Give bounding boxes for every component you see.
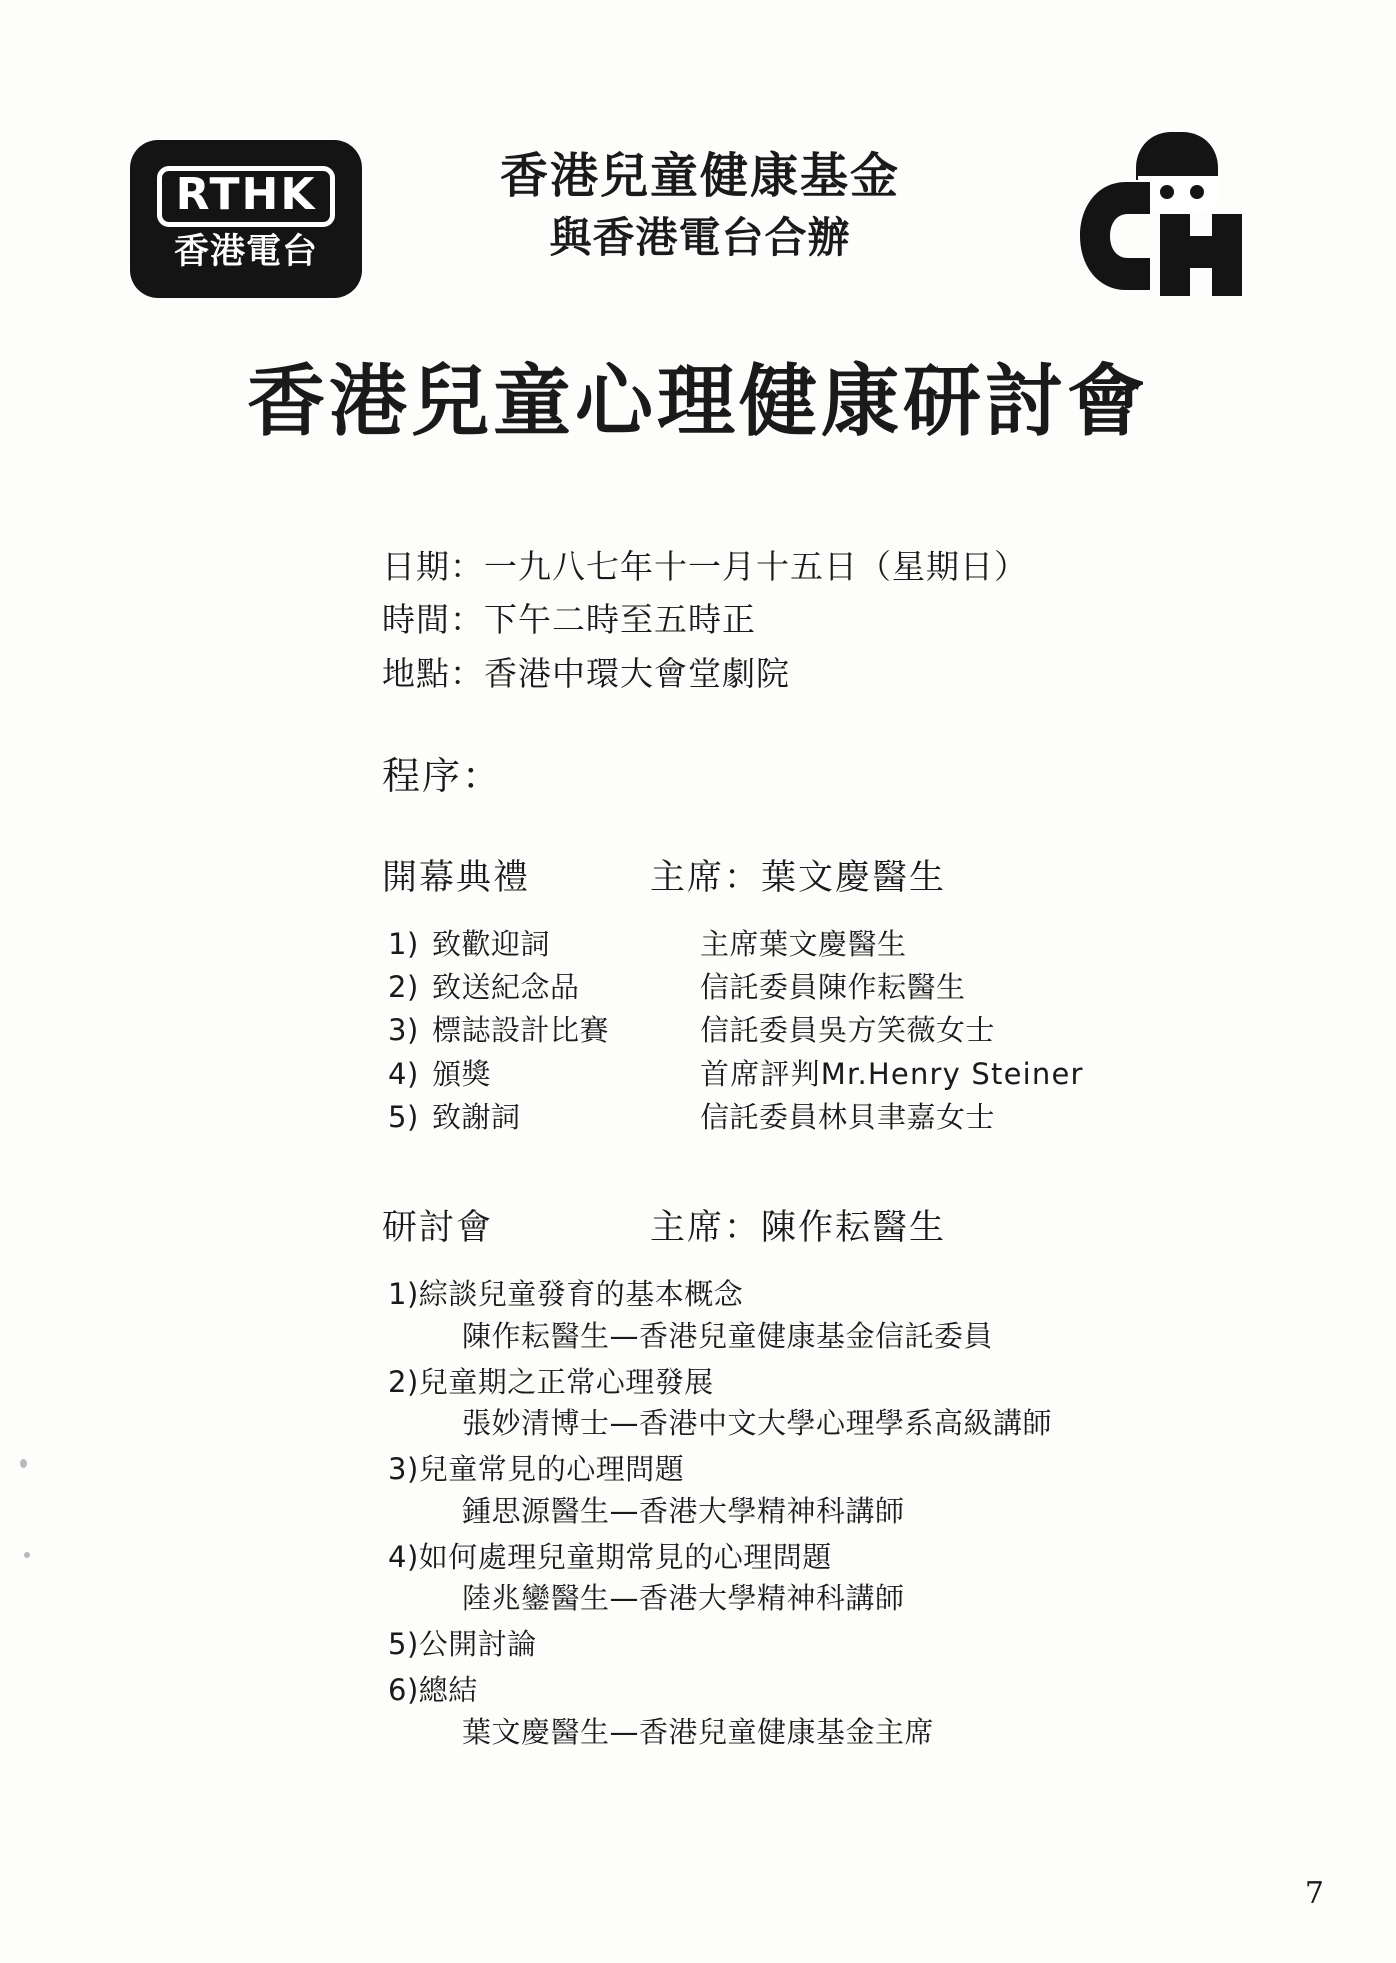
item-speaker: 鍾思源醫生—香港大學精神科講師 <box>462 1493 905 1528</box>
programme-item <box>382 1362 1242 1446</box>
event-time: 時間：下午二時至五時正 <box>382 600 756 640</box>
organiser-coorganiser: 與香港電台合辦 <box>549 212 851 262</box>
event-details <box>382 540 1028 700</box>
ch-child-logo-icon <box>1064 118 1264 318</box>
item-text: 公開討論 <box>418 1627 537 1661</box>
item-index: 5) <box>388 1627 419 1661</box>
item-index: 2) <box>388 970 419 1005</box>
organiser-lines <box>420 148 980 264</box>
item-topic <box>382 1624 1242 1666</box>
document-header <box>0 118 1396 318</box>
section-header <box>382 1200 1242 1250</box>
item-index: 4) <box>388 1056 419 1091</box>
section-seminar <box>382 1200 1242 1757</box>
page-title: 香港兒童心理健康研討會 <box>246 357 1149 447</box>
programme-item <box>382 967 1242 1008</box>
section-title: 研討會 <box>382 1208 494 1248</box>
event-venue: 地點：香港中環大會堂劇院 <box>382 653 790 693</box>
item-text: 致送紀念品 <box>432 970 580 1005</box>
rthk-wordmark: RTHK <box>157 166 336 227</box>
item-index: 3) <box>388 1452 419 1486</box>
item-person: 信託委員吳方笑薇女士 <box>700 1013 996 1048</box>
programme-item <box>382 1624 1242 1666</box>
item-person: 信託委員陳作耘醫生 <box>700 970 966 1005</box>
programme-item <box>382 1537 1242 1621</box>
item-index: 2) <box>388 1364 419 1399</box>
item-index: 6) <box>388 1672 419 1707</box>
item-topic <box>382 1449 1242 1491</box>
programme-item <box>382 1054 1242 1095</box>
programme-item <box>382 1670 1242 1754</box>
programme-heading: 程序： <box>382 754 503 798</box>
item-index: 3) <box>388 1013 419 1048</box>
item-index: 1) <box>388 927 419 961</box>
item-person: 首席評判Mr.Henry Steiner <box>700 1056 1084 1091</box>
programme-item <box>382 1449 1242 1533</box>
item-person: 信託委員林貝聿嘉女士 <box>700 1099 996 1134</box>
section-chair: 主席：陳作耘醫生 <box>650 1208 947 1248</box>
page-number: 7 <box>1304 1876 1324 1911</box>
item-speaker: 陸兆鑾醫生—香港大學精神科講師 <box>462 1581 905 1616</box>
item-speaker: 張妙清博士—香港中文大學心理學系高級講師 <box>462 1406 1053 1441</box>
item-topic <box>382 1362 1242 1404</box>
item-text: 標誌設計比賽 <box>432 1013 610 1048</box>
item-text: 致謝詞 <box>432 1099 521 1134</box>
programme-item <box>382 1010 1242 1051</box>
item-text: 如何處理兒童期常見的心理問題 <box>418 1539 832 1574</box>
item-text: 兒童常見的心理問題 <box>418 1452 685 1486</box>
section-opening-ceremony <box>382 850 1242 1140</box>
rthk-chinese-name: 香港電台 <box>173 232 318 273</box>
item-speaker: 葉文慶醫生—香港兒童健康基金主席 <box>462 1714 935 1749</box>
rthk-logo <box>130 140 362 298</box>
item-person: 主席葉文慶醫生 <box>700 927 907 961</box>
item-speaker: 陳作耘醫生—香港兒童健康基金信託委員 <box>462 1318 994 1353</box>
section-title: 開幕典禮 <box>382 858 531 898</box>
item-text: 兒童期之正常心理發展 <box>418 1364 714 1399</box>
scan-speck <box>24 1552 30 1558</box>
item-text: 頒獎 <box>432 1056 492 1091</box>
section-header <box>382 850 1242 900</box>
item-topic <box>382 1274 1242 1316</box>
section-chair: 主席：葉文慶醫生 <box>650 858 947 898</box>
programme-item <box>382 1274 1242 1358</box>
item-topic <box>382 1670 1242 1712</box>
item-text: 致歡迎詞 <box>432 927 551 961</box>
scan-speck <box>20 1459 27 1468</box>
item-text: 綜談兒童發育的基本概念 <box>418 1277 744 1311</box>
organiser-foundation: 香港兒童健康基金 <box>499 148 900 204</box>
programme-item <box>382 924 1242 965</box>
item-text: 總結 <box>418 1672 478 1707</box>
item-topic <box>382 1537 1242 1579</box>
event-date: 日期：一九八七年十一月十五日（星期日） <box>382 547 1028 586</box>
item-index: 4) <box>388 1539 419 1574</box>
programme-item <box>382 1097 1242 1138</box>
item-index: 5) <box>388 1099 419 1134</box>
item-index: 1) <box>388 1277 419 1311</box>
